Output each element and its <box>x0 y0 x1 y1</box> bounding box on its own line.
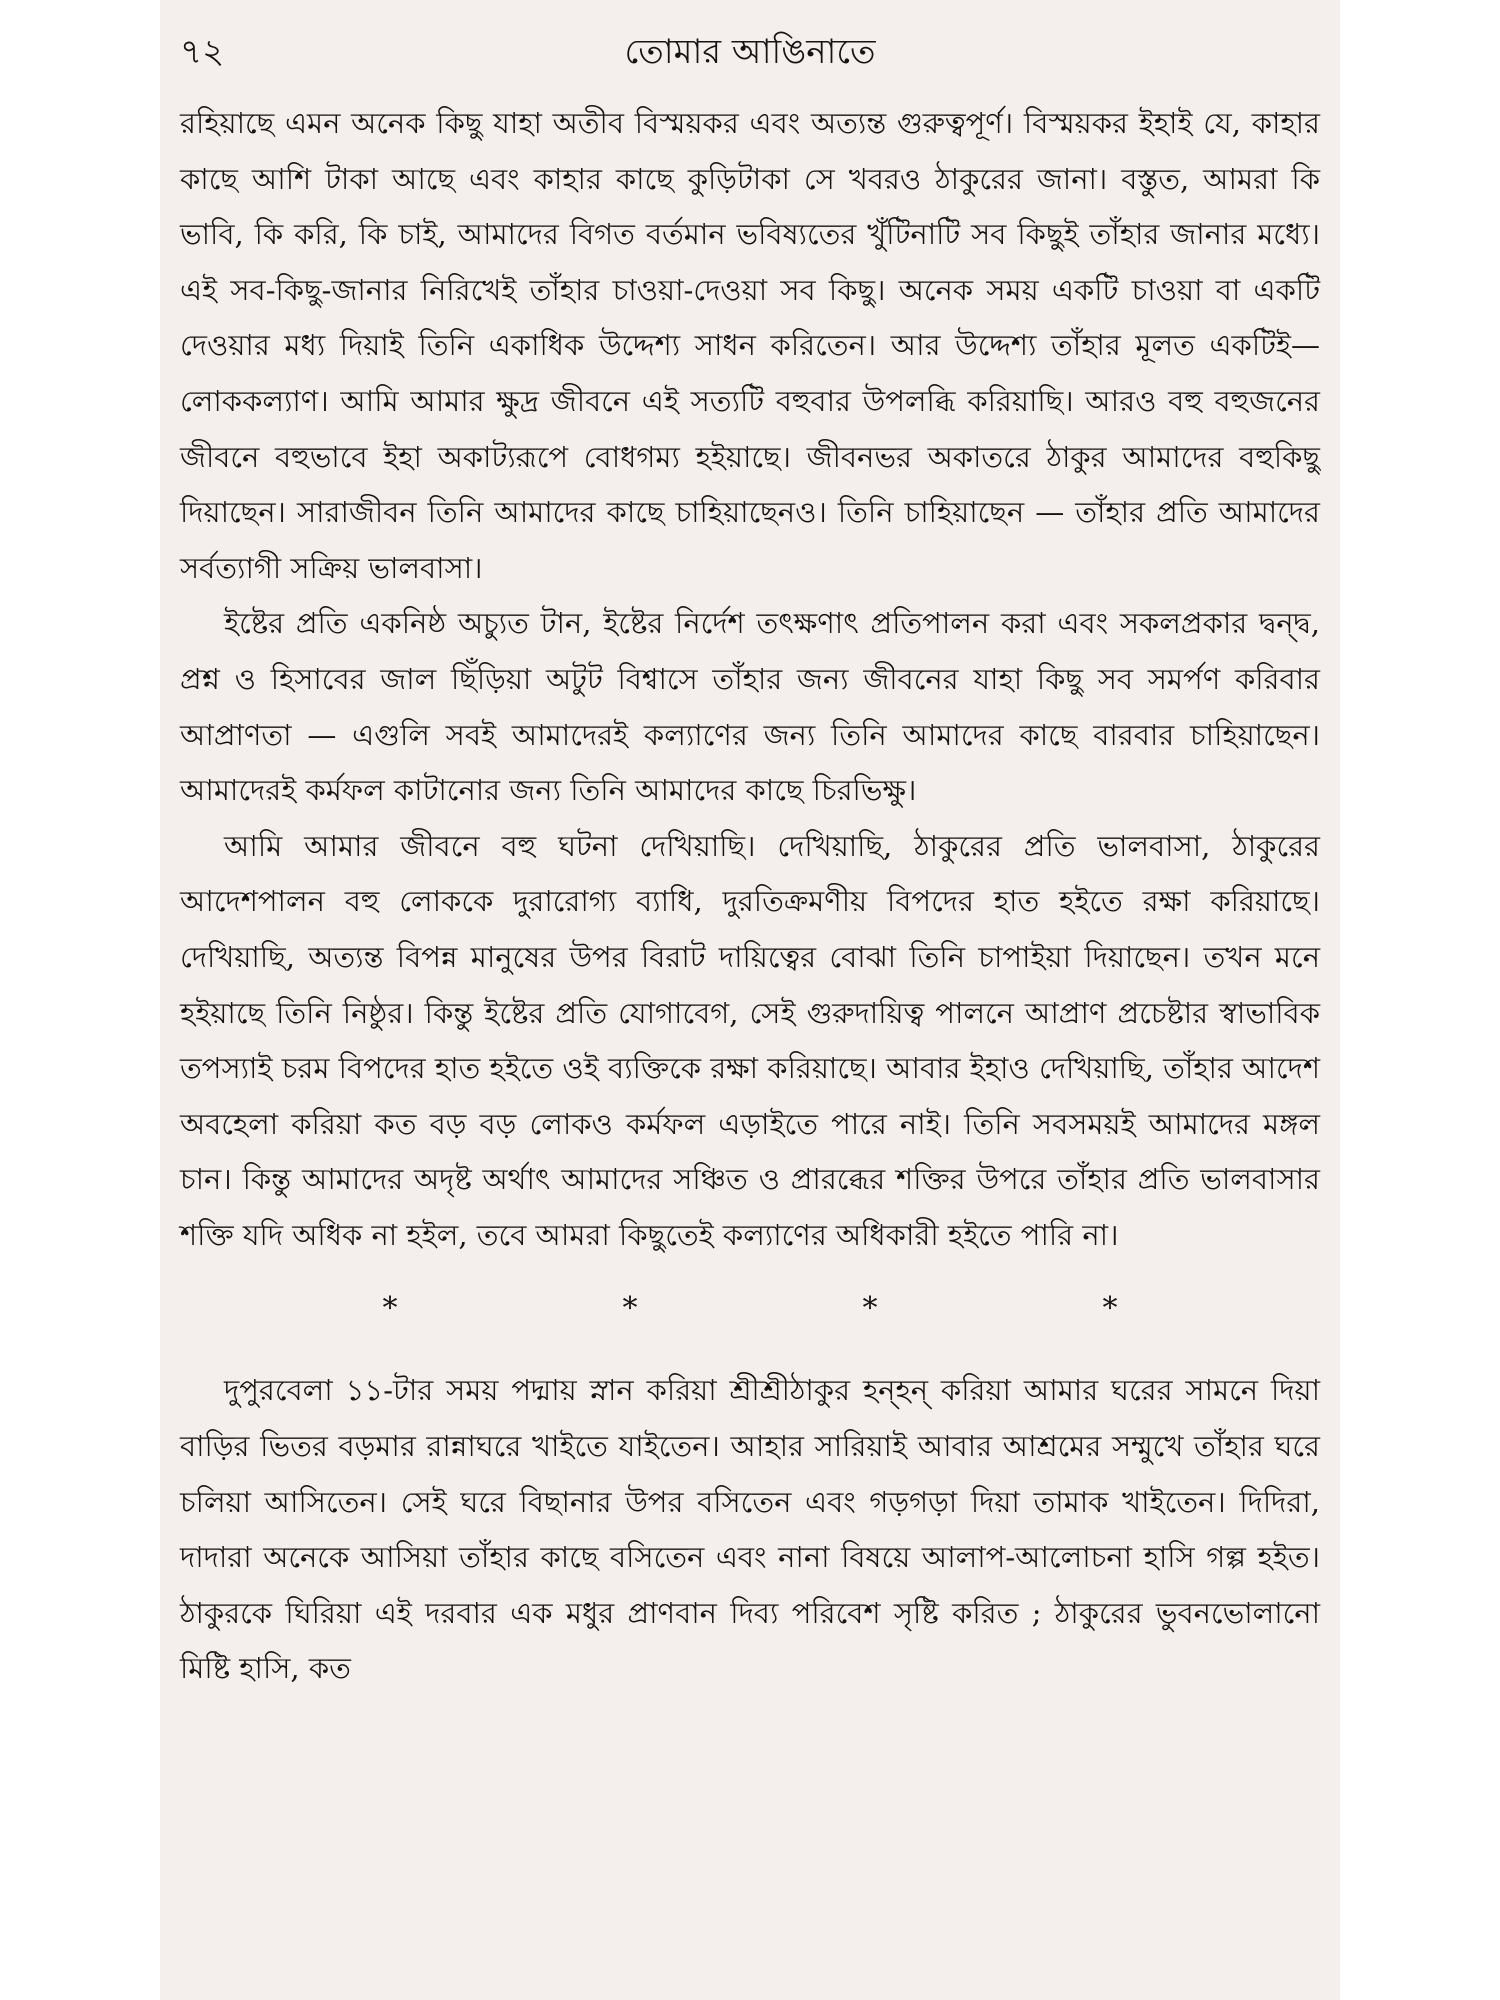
page-body <box>180 96 1320 1697</box>
paragraph: দুপুরবেলা ১১-টার সময় পদ্মায় স্নান করিয়া শ্রীশ্রীঠাকুর হন্‌হন্‌ করিয়া আমার ঘরের সামনে দিয়া বাড়ির ভিতর বড়মার রান্নাঘরে খাইতে যাইতেন। আহার সারিয়াই আবার আশ্রমের সম্মুখে তাঁহার ঘরে চলিয়া আসিতেন। সেই ঘরে বিছানার উপর বসিতেন এবং গড়গড়া দিয়া তামাক খাইতেন। দিদিরা, দাদারা অনেকে আসিয়া তাঁহার কাছে বসিতেন এবং নানা বিষয়ে আলাপ-আলোচনা হাসি গল্প হইত। ঠাকুরকে ঘিরিয়া এই দরবার এক মধুর প্রাণবান দিব্য পরিবেশ সৃষ্টি করিত ; ঠাকুরের ভুবনভোলানো মিষ্টি হাসি, কত <box>180 1373 1320 1686</box>
divider-asterisk: * <box>1102 1291 1118 1327</box>
page-number: ৭২ <box>180 32 225 72</box>
divider-asterisk: * <box>382 1291 398 1327</box>
paragraph: ইষ্টের প্রতি একনিষ্ঠ অচ্যুত টান, ইষ্টের নির্দেশ তৎক্ষণাৎ প্রতিপালন করা এবং সকলপ্রকার দ্বন্দ্ব, প্রশ্ন ও হিসাবের জাল ছিঁড়িয়া অটুট বিশ্বাসে তাঁহার জন্য জীবনের যাহা কিছু সব সমর্পণ করিবার আপ্রাণতা — এগুলি সবই আমাদেরই কল্যাণের জন্য তিনি আমাদের কাছে বারবার চাহিয়াছেন। আমাদেরই কর্মফল কাটানোর জন্য তিনি আমাদের কাছে চিরভিক্ষু। <box>180 606 1320 808</box>
paragraph: আমি আমার জীবনে বহু ঘটনা দেখিয়াছি। দেখিয়াছি, ঠাকুরের প্রতি ভালবাসা, ঠাকুরের আদেশপালন বহু লোককে দুরারোগ্য ব্যাধি, দুরতিক্রমণীয় বিপদের হাত হইতে রক্ষা করিয়াছে। দেখিয়াছি, অত্যন্ত বিপন্ন মানুষের উপর বিরাট দায়িত্বের বোঝা তিনি চাপাইয়া দিয়াছেন। তখন মনে হইয়াছে তিনি নিষ্ঠুর। কিন্তু ইষ্টের প্রতি যোগাবেগ, সেই গুরুদায়িত্ব পালনে আপ্রাণ প্রচেষ্টার স্বাভাবিক তপস্যাই চরম বিপদের হাত হইতে ওই ব্যক্তিকে রক্ষা করিয়াছে। আবার ইহাও দেখিয়াছি, তাঁহার আদেশ অবহেলা করিয়া কত বড় বড় লোকও কর্মফল এড়াইতে পারে নাই। তিনি সবসময়ই আমাদের মঙ্গল চান। কিন্তু আমাদের অদৃষ্ট অর্থাৎ আমাদের সঞ্চিত ও প্রারব্ধের শক্তির উপরে তাঁহার প্রতি ভালবাসার শক্তি যদি অধিক না হইল, তবে আমরা কিছুতেই কল্যাণের অধিকারী হইতে পারি না। <box>180 828 1320 1252</box>
divider-asterisk: * <box>862 1291 878 1327</box>
book-page <box>160 0 1340 2000</box>
running-title: তোমার আঙিনাতে <box>624 32 876 72</box>
page-header <box>180 24 1320 84</box>
section-divider <box>180 1271 1320 1347</box>
paragraph: রহিয়াছে এমন অনেক কিছু যাহা অতীব বিস্ময়কর এবং অত্যন্ত গুরুত্বপূর্ণ। বিস্ময়কর ইহাই যে, কাহার কাছে আশি টাকা আছে এবং কাহার কাছে কুড়িটাকা সে খবরও ঠাকুরের জানা। বস্তুত, আমরা কি ভাবি, কি করি, কি চাই, আমাদের বিগত বর্তমান ভবিষ্যতের খুঁটিনাটি সব কিছুই তাঁহার জানার মধ্যে। এই সব-কিছু-জানার নিরিখেই তাঁহার চাওয়া-দেওয়া সব কিছু। অনেক সময় একটি চাওয়া বা একটি দেওয়ার মধ্য দিয়াই তিনি একাধিক উদ্দেশ্য সাধন করিতেন। আর উদ্দেশ্য তাঁহার মূলত একটিই—লোককল্যাণ। আমি আমার ক্ষুদ্র জীবনে এই সত্যটি বহুবার উপলব্ধি করিয়াছি। আরও বহু বহুজনের জীবনে বহুভাবে ইহা অকাট্যরূপে বোধগম্য হইয়াছে। জীবনভর অকাতরে ঠাকুর আমাদের বহুকিছু দিয়াছেন। সারাজীবন তিনি আমাদের কাছে চাহিয়াছেনও। তিনি চাহিয়াছেন — তাঁহার প্রতি আমাদের সর্বত্যাগী সক্রিয় ভালবাসা। <box>180 106 1320 585</box>
divider-asterisk: * <box>622 1291 638 1327</box>
